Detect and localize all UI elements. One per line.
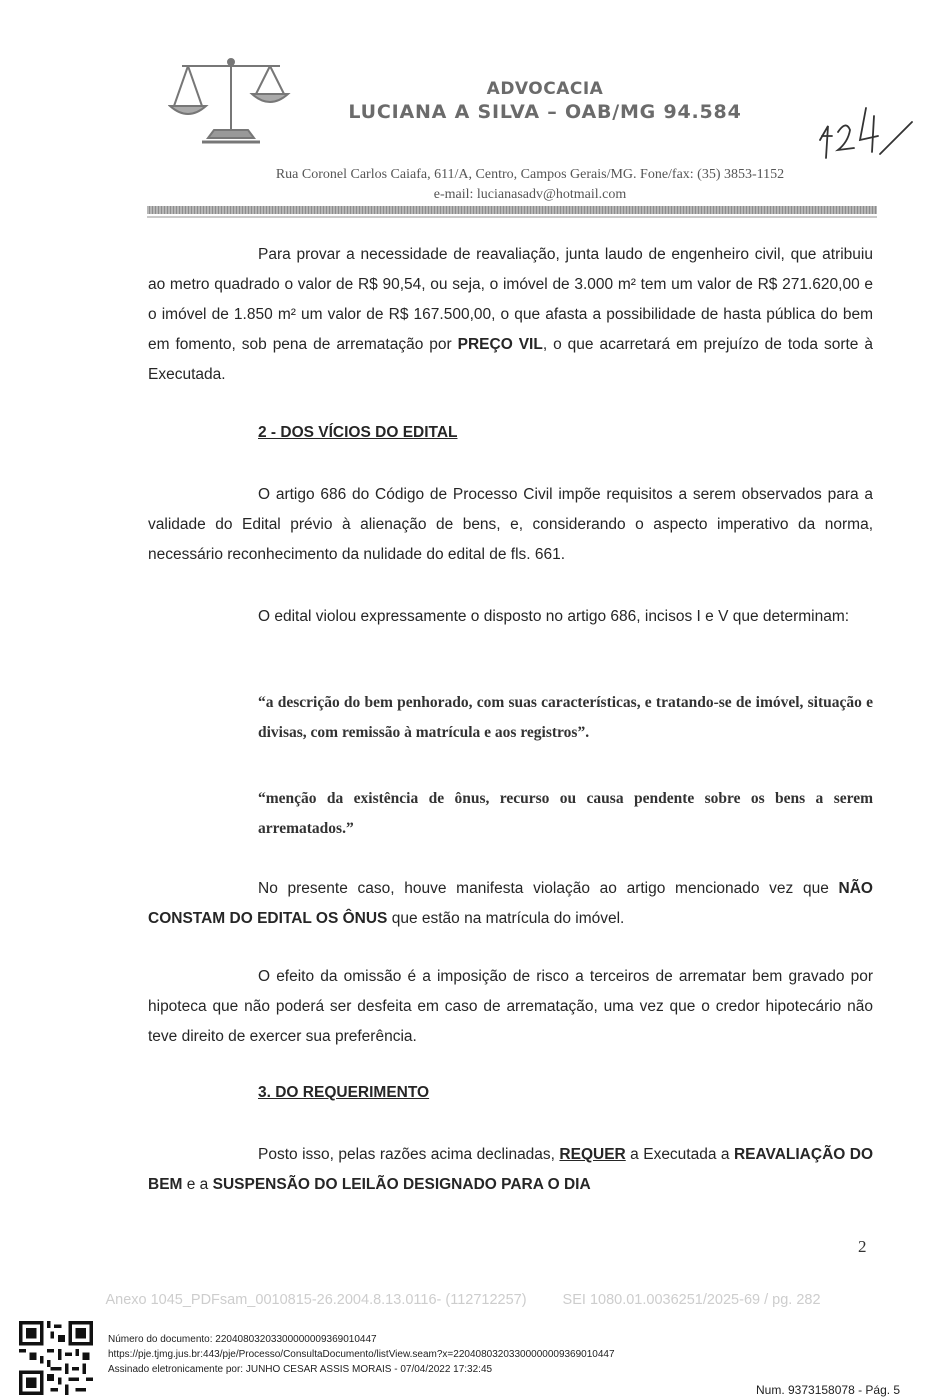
paragraph-reavaliacao: Para provar a necessidade de reavaliação, junta laudo de engenheiro civil, que atribuiu ao metro quadrado o valor de R$ 90,54, ou seja, o imóvel de 3.000 m² tem um valor de R$ 271.620,00 e o imóvel de 1.850 m² um valor de R$ 167.500,00, o que afasta a possibilidade de hasta pública do bem em fomento, sob pena de arrematação por PREÇO VIL, o que acarretará em prejuízo de toda sorte à Executada. <box>148 246 873 383</box>
quote-inciso-v: “menção da existência de ônus, recurso ou causa pendente sobre os bens a serem arrematados.” <box>258 790 873 837</box>
paragraph-violacao: No presente caso, houve manifesta violação ao artigo mencionado vez que NÃO CONSTAM DO EDITAL OS ÔNUS que estão na matrícula do imóvel. <box>148 880 873 927</box>
firm-email: e-mail: lucianasadv@hotmail.com <box>433 187 627 202</box>
letterhead-rule <box>147 206 877 214</box>
page-number: 2 <box>858 1237 867 1256</box>
scales-of-justice-icon <box>168 58 294 148</box>
section-heading-3: 3. DO REQUERIMENTO <box>258 1084 430 1101</box>
stamp-sei: SEI 1080.01.0036251/2025-69 / pg. 282 <box>562 1292 821 1308</box>
paragraph-requerimento: Posto isso, pelas razões acima declinadas, REQUER a Executada a REAVALIAÇÃO DO BEM e a SUSPENSÃO DO LEILÃO DESIGNADO PARA O DIA <box>148 1146 873 1193</box>
sei-stamp <box>0 1292 926 1308</box>
footer-signed-by: Assinado eletronicamente por: JUNHO CESAR ASSIS MORAIS - 07/04/2022 17:32:45 <box>108 1364 493 1375</box>
footer-url[interactable]: https://pje.tjmg.jus.br:443/pje/Processo/ConsultaDocumento/listView.seam?x=22040803203300000009369010447 <box>108 1349 615 1360</box>
handwritten-sheet-number <box>808 96 918 166</box>
letterhead-rule-thin <box>147 216 877 218</box>
firm-lawyer-name: LUCIANA A SILVA – OAB/MG 94.584 <box>348 101 742 123</box>
stamp-annex: Anexo 1045_PDFsam_0010815-26.2004.8.13.0116- (112712257) <box>105 1292 527 1308</box>
firm-address: Rua Coronel Carlos Caiafa, 611/A, Centro, Campos Gerais/MG. Fone/fax: (35) 3853-1152 <box>275 167 785 182</box>
paragraph-artigo-686: O artigo 686 do Código de Processo Civil impõe requisitos a serem observados para a validade do Edital prévio à alienação de bens, e, considerando o aspecto imperativo da norma, necessário reconhecimento da nulidade do edital de fls. 661. <box>148 486 873 563</box>
paragraph-omissao: O efeito da omissão é a imposição de risco a terceiros de arrematar bem gravado por hipoteca que não poderá ser desfeita em caso de arrematação, uma vez que o credor hipotecário não teve direito de exercer sua preferência. <box>148 968 873 1045</box>
section-heading-2: 2 - DOS VÍCIOS DO EDITAL <box>258 424 458 441</box>
paragraph-edital-violou: O edital violou expressamente o disposto no artigo 686, incisos I e V que determinam: <box>258 608 850 625</box>
footer-num-page: Num. 9373158078 - Pág. 5 <box>756 1383 901 1397</box>
firm-title: ADVOCACIA <box>486 79 604 99</box>
qr-code-icon <box>19 1321 93 1395</box>
quote-inciso-i: “a descrição do bem penhorado, com suas características, e tratando-se de imóvel, situação e divisas, com remissão à matrícula e aos registros”. <box>258 694 873 741</box>
footer-doc-number: Número do documento: 22040803203300000009369010447 <box>108 1334 377 1345</box>
